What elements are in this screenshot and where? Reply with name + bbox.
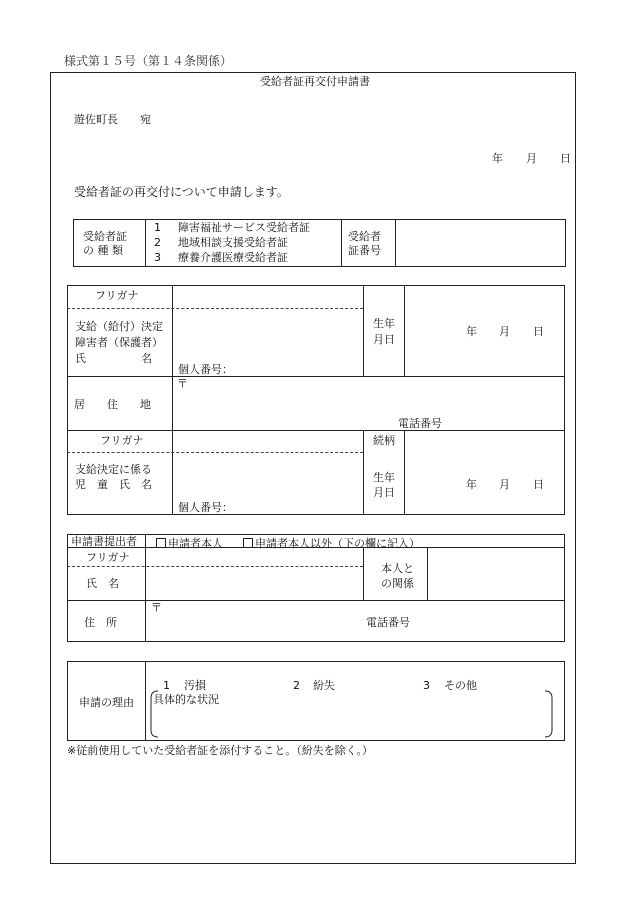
relationship-field[interactable] xyxy=(406,432,563,451)
cert-type-label-1: 受給者証 xyxy=(83,230,127,243)
cert-type-label-2: の 種 類 xyxy=(83,244,123,257)
cert-type-option-3: 療養介護医療受給者証 xyxy=(178,251,288,264)
checkbox-icon xyxy=(243,538,253,548)
submitter-other-label: 申請者本人以外（下の欄に記入） xyxy=(255,537,420,550)
submitter-furigana-label: フリガナ xyxy=(86,551,130,564)
child-birth-year: 年 xyxy=(466,478,477,491)
detail-label: 具体的な状況 xyxy=(153,693,219,706)
submitter-name-label: 氏 名 xyxy=(86,577,119,590)
reason-num-2: 2 xyxy=(293,679,300,692)
cert-type-option-1: 障害福祉サービス受給者証 xyxy=(178,221,310,234)
birth-day: 日 xyxy=(533,325,544,338)
child-name-field[interactable] xyxy=(174,454,361,498)
child-furigana-field[interactable] xyxy=(174,432,361,451)
submitter-phone-label: 電話番号 xyxy=(366,616,410,629)
cert-type-num-3: 3 xyxy=(154,251,161,264)
recipient-name-label-3: 氏 名 xyxy=(75,352,152,365)
postal-mark: 〒 xyxy=(177,377,188,390)
furigana-field[interactable] xyxy=(174,287,361,307)
cert-number-field[interactable] xyxy=(397,221,564,265)
birth-month: 月 xyxy=(499,325,510,338)
recipient-name-label-2: 障害者（保護者） xyxy=(75,336,163,349)
child-birth-label-1: 生年 xyxy=(373,471,395,484)
date-year: 年 xyxy=(492,152,503,165)
birth-label-2: 月日 xyxy=(373,333,395,346)
recipient-name-field[interactable] xyxy=(174,310,361,360)
reason-num-3: 3 xyxy=(423,679,430,692)
child-birth-day: 日 xyxy=(533,478,544,491)
child-name-label-1: 支給決定に係る xyxy=(75,463,152,476)
date-month: 月 xyxy=(526,152,537,165)
recipient-name-label-1: 支給（給付）決定 xyxy=(75,320,163,333)
reason-num-1: 1 xyxy=(163,679,170,692)
reason-option-3: その他 xyxy=(444,679,477,692)
checkbox-icon xyxy=(156,538,166,548)
reason-label: 申請の理由 xyxy=(79,696,134,709)
address-field[interactable] xyxy=(190,378,560,414)
date-day: 日 xyxy=(560,152,571,165)
cert-number-label-1: 受給者 xyxy=(348,230,381,243)
child-individual-number-label: 個人番号： xyxy=(178,501,233,514)
submitter-address-label: 住 所 xyxy=(84,616,117,629)
submitter-relation-label-1: 本人と xyxy=(381,562,414,575)
submitter-relation-field[interactable] xyxy=(429,549,563,598)
child-name-label-2: 児 童 氏 名 xyxy=(75,478,152,491)
reason-option-2: 紛失 xyxy=(313,679,335,692)
submitter-self-label: 申請者本人 xyxy=(168,537,223,550)
form-title: 受給者証再交付申請書 xyxy=(260,75,370,88)
cert-number-label-2: 証番号 xyxy=(348,244,381,257)
address-label: 居 住 地 xyxy=(74,398,151,411)
individual-number-label: 個人番号： xyxy=(178,363,233,376)
child-birth-month: 月 xyxy=(499,478,510,491)
relationship-label: 続柄 xyxy=(373,434,395,447)
detail-field[interactable] xyxy=(158,708,550,734)
submitter-label: 申請書提出者 xyxy=(71,535,137,548)
furigana-label: フリガナ xyxy=(95,289,139,302)
cert-type-num-2: 2 xyxy=(154,236,161,249)
form-number: 様式第１５号（第１４条関係） xyxy=(64,54,233,68)
cert-type-num-1: 1 xyxy=(154,221,161,234)
cert-type-option-2: 地域相談支援受給者証 xyxy=(178,236,288,249)
submitter-furigana-field[interactable] xyxy=(147,549,361,565)
birth-label-1: 生年 xyxy=(373,317,395,330)
submitter-postal-mark: 〒 xyxy=(151,601,162,614)
birth-year: 年 xyxy=(466,325,477,338)
intro-text: 受給者証の再交付について申請します。 xyxy=(74,185,289,199)
phone-label: 電話番号 xyxy=(398,417,442,430)
reason-option-1: 汚損 xyxy=(184,679,206,692)
attachment-note: ※従前使用していた受給者証を添付すること。（紛失を除く。） xyxy=(67,744,373,757)
submitter-name-field[interactable] xyxy=(147,568,361,598)
addressee: 遊佐町長 宛 xyxy=(74,113,151,126)
submitter-relation-label-2: の関係 xyxy=(381,577,414,590)
submitter-address-field[interactable] xyxy=(164,602,560,640)
child-birth-label-2: 月日 xyxy=(373,486,395,499)
child-furigana-label: フリガナ xyxy=(100,434,144,447)
